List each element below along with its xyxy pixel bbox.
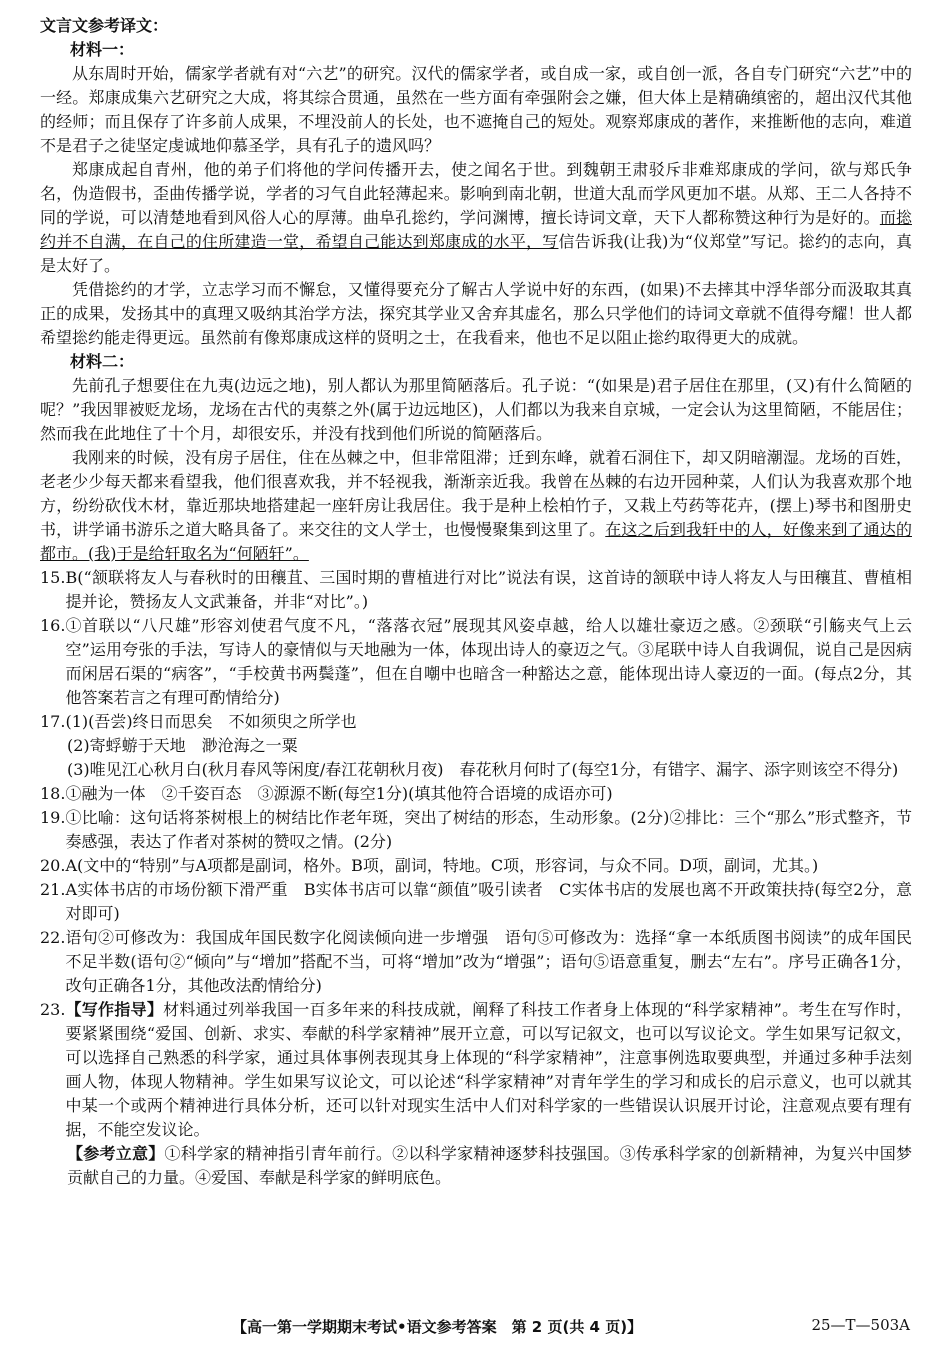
underlined-sentence: 在这之后到我轩中的人，好像来到了通达的都市。(我)于是给轩取名为“何陋轩”。 <box>40 520 912 563</box>
answer-text: ①首联以“八尺雄”形容刘使君气度不凡，“落落衣冠”展现其风姿卓越，给人以雄壮豪迈之感。②颈联“引觞夹气上云空”运用夸张的手法，写诗人的豪情似与天地融为一体，体现出诗人的豪迈之气。③尾联中诗人自我调侃，说自己是因病而闲居石渠的“病客”，“手校黄书两鬓蓬”，但在自嘲中也暗含一种豁达之意，能体现出诗人豪迈的一面。(每点2分，其他答案若言之有理可酌情给分) <box>65 616 912 707</box>
material-two-paragraph: 先前孔子想要住在九夷(边远之地)，别人都认为那里简陋落后。孔子说：“(如果是)君子居住在那里，(又)有什么简陋的呢？”我因罪被贬龙场，龙场在古代的夷蔡之外(属于边远地区)，人们都以为我来自京城，一定会认为这里简陋，不能居住；然而我在此地住了十个月，却很安乐，并没有找到他们所说的简陋落后。 <box>40 376 912 443</box>
question-number: 18. <box>40 784 66 803</box>
question-number: 17. <box>40 712 66 731</box>
question-number: 22. <box>40 928 66 947</box>
answer-text: B(“颔联将友人与春秋时的田穰苴、三国时期的曹植进行对比”说法有误，这首诗的颔联中诗人将友人与田穰苴、曹植相提并论，赞扬友人文武兼备，并非“对比”。) <box>65 568 912 611</box>
question-number: 21. <box>40 880 66 899</box>
material-one-paragraph: 郑康成起自青州，他的弟子们将他的学问传播开去，使之闻名于世。到魏朝王肃驳斥非难郑康成的学问，欲与郑氏争名，伪造假书，歪曲传播学说，学者的习气自此轻薄起来。影响到南北朝，世道大乱而学风更加不堪。从郑、王二人各持不同的学说，可以清楚地看到风俗人心的厚薄。曲阜孔捴约，学问渊博，擅长诗词文章，天下人都称赞这种行为是好的。而捴约并不自满，在自己的住所建造一堂，希望自己能达到郑康成的水平，写信告诉我(让我)为“仪郑堂”写记。捴约的志向，真是太好了。 <box>40 160 912 275</box>
page-footer <box>0 1316 950 1340</box>
answer-text: 语句②可修改为：我国成年国民数字化阅读倾向进一步增强 语句⑤可修改为：选择“拿一本纸质图书阅读”的成年国民不足半数(语句②“倾向”与“增加”搭配不当，可将“增加”改为“增强”；语句⑤语意重复，删去“左右”。序号正确各1分，改句正确各1分，其他改法酌情给分) <box>65 928 912 995</box>
reference-text: ①科学家的精神指引青年前行。②以科学家精神逐梦科技强国。③传承科学家的创新精神，为复兴中国梦贡献自己的力量。④爱国、奉献是科学家的鲜明底色。 <box>67 1144 912 1187</box>
material-two-paragraph: 我刚来的时候，没有房子居住，住在丛棘之中，但非常阻滞；迁到东峰，就着石洞住下，却又阴暗潮湿。龙场的百姓，老老少少每天都来看望我，他们很喜欢我，并不轻视我，渐渐亲近我。我曾在丛棘的右边开园种菜，人们认为我喜欢那个地方，纷纷砍伐木材，靠近那块地搭建起一座轩房让我居住。我于是种上桧柏竹子，又栽上芍药等花卉，(摆上)琴书和图册史书，讲学诵书游乐之道大略具备了。来交往的文人学士，也慢慢聚集到这里了。在这之后到我轩中的人，好像来到了通达的都市。(我)于是给轩取名为“何陋轩”。 <box>40 448 912 563</box>
answer-item <box>40 926 912 998</box>
reference-tag: 【参考立意】 <box>67 1144 165 1163</box>
answer-subline: (2)寄蜉蝣于天地 渺沧海之一粟 <box>67 736 298 755</box>
material-one-paragraph: 凭借捴约的才学，立志学习而不懈怠，又懂得要充分了解古人学说中好的东西，(如果)不去摔其中浮华部分而汲取其真正的成果，发扬其中的真理又吸纳其治学方法，探究其学业又舍弃其虚名，那么只学他们的诗词文章就不值得夸耀！世人都希望捴约能走得更远。虽然前有像郑康成这样的贤明之士，在我看来，他也不足以阻止捴约取得更大的成就。 <box>40 280 912 347</box>
answer-text: A(文中的“特别”与A项都是副词，格外。B项，副词，特地。C项，形容词，与众不同。D项，副词，尤其。) <box>65 856 819 875</box>
answer-text: 材料通过列举我国一百多年来的科技成就，阐释了科技工作者身上体现的“科学家精神”。考生在写作时，要紧紧围绕“爱国、创新、求实、奉献的科学家精神”展开立意，可以写记叙文，也可以写议论文。学生如果写记叙文，可以选择自己熟悉的科学家，通过具体事例表现其身上体现的“科学家精神”，注意事例选取要典型，并通过多种手法刻画人物，体现人物精神。学生如果写议论文，可以论述“科学家精神”对青年学生的学习和成长的启示意义，也可以就其中某一个或两个精神进行具体分析，还可以针对现实生活中人们对科学家的一些错误认识展开讨论，注意观点要有理有据，不能空发议论。 <box>65 1000 912 1139</box>
answer-text: ①比喻：这句话将茶树根上的树结比作老年斑，突出了树结的形态，生动形象。(2分)②排比：三个“那么”形式整齐，节奏感强，表达了作者对茶树的赞叹之情。(2分) <box>65 808 912 851</box>
question-number: 20. <box>40 856 66 875</box>
answer-item <box>40 998 912 1142</box>
answer-item <box>40 854 912 878</box>
question-number: 19. <box>40 808 66 827</box>
answer-item <box>40 566 912 614</box>
answer-item <box>40 710 912 734</box>
material-one-title: 材料一： <box>70 40 135 59</box>
footer-code: 25—T—503A <box>811 1316 910 1334</box>
answer-text: ①融为一体 ②千姿百态 ③源源不断(每空1分)(填其他符合语境的成语亦可) <box>65 784 613 803</box>
answer-item <box>40 878 912 926</box>
question-number: 15. <box>40 568 66 587</box>
answer-text: A实体书店的市场份额下滑严重 B实体书店可以靠“颜值”吸引读者 C实体书店的发展也离不开政策扶持(每空2分，意对即可) <box>65 880 912 923</box>
answer-item <box>40 782 912 806</box>
answer-subline <box>40 1142 912 1190</box>
footer-title: 【高一第一学期期末考试•语文参考答案 第 2 页(共 4 页)】 <box>232 1318 643 1336</box>
material-one-paragraph: 从东周时开始，儒家学者就有对“六艺”的研究。汉代的儒家学者，或自成一家，或自创一派，各自专门研究“六艺”中的一经。郑康成集六艺研究之大成，将其综合贯通，虽然在一些方面有牵强附会之嫌，但大体上是精确缜密的，超出汉代其他的经师；而且保存了许多前人成果，不埋没前人的长处，也不遮掩自己的短处。观察郑康成的著作，来推断他的志向，难道不是君子之徒坚定虔诚地仰慕圣学，具有孔子的遗风吗？ <box>40 64 912 155</box>
question-number: 23. <box>40 1000 66 1019</box>
answer-item <box>40 614 912 710</box>
underlined-sentence: 而捴约并不自满，在自己的住所建造一堂，希望自己能达到郑康成的水平，写 <box>40 208 912 251</box>
answer-item <box>40 806 912 854</box>
answer-subline: (3)唯见江心秋月白(秋月春风等闲度/春江花朝秋月夜) 春花秋月何时了(每空1分，有错字、漏字、添字则该空不得分) <box>67 760 899 779</box>
translation-heading: 文言文参考译文： <box>40 16 169 35</box>
answer-text: (1)(吾尝)终日而思矣 不如须臾之所学也 <box>65 712 357 731</box>
answer-page <box>40 14 912 1190</box>
writing-guide-tag: 【写作指导】 <box>65 1000 164 1019</box>
question-number: 16. <box>40 616 66 635</box>
material-two-title: 材料二： <box>70 352 135 371</box>
